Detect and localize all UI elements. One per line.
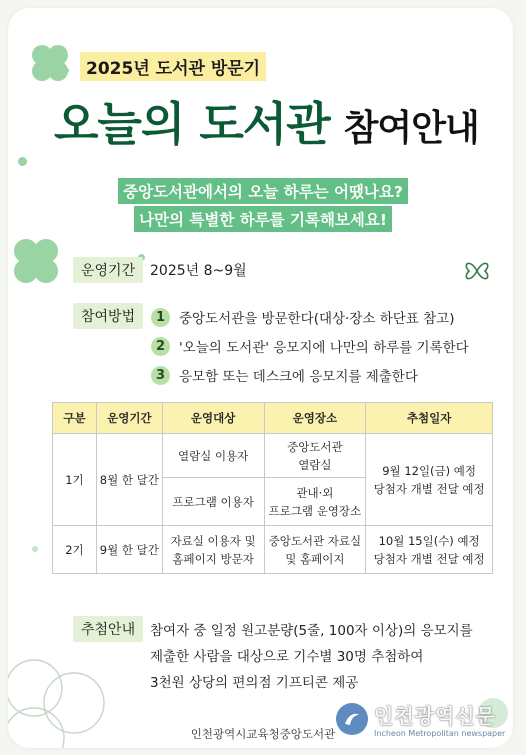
clover-outline-icon bbox=[460, 254, 494, 288]
lottery-label: 추첨안내 bbox=[73, 616, 143, 642]
footer-org: 인천광역시교육청중앙도서관 bbox=[190, 727, 336, 741]
period-value: 2025년 8~9월 bbox=[150, 263, 247, 279]
method-step-3 bbox=[151, 365, 418, 385]
cell-draw-date: 9월 12일(금) 예정 당첨자 개별 전달 예정 bbox=[366, 434, 493, 526]
cell-term: 2기 bbox=[53, 526, 97, 574]
header-period: 운영기간 bbox=[96, 403, 162, 434]
step-number: 1 bbox=[151, 308, 170, 327]
cell-target: 자료실 이용자 및 홈페이지 방문자 bbox=[162, 526, 264, 574]
cell-draw-date: 10월 15일(수) 예정 당첨자 개별 전달 예정 bbox=[366, 526, 493, 574]
table-row bbox=[53, 526, 493, 574]
table-header-row bbox=[53, 403, 493, 434]
decor-dot bbox=[18, 157, 27, 166]
step-number: 3 bbox=[151, 366, 170, 385]
clover-icon bbox=[29, 42, 71, 84]
page-title bbox=[54, 88, 494, 154]
header-target: 운영대상 bbox=[162, 403, 264, 434]
watermark bbox=[336, 700, 505, 738]
cell-target: 열람실 이용자 bbox=[162, 434, 264, 478]
decor-dot bbox=[64, 68, 69, 73]
step-text: 응모함 또는 데스크에 응모지를 제출한다 bbox=[179, 369, 418, 385]
schedule-table bbox=[52, 402, 493, 574]
cell-target: 프로그램 이용자 bbox=[162, 478, 264, 526]
title-sub: 참여안내 bbox=[343, 108, 479, 149]
lottery-line-3: 3천원 상당의 편의점 기프티콘 제공 bbox=[150, 675, 359, 691]
cell-place: 관내·외 프로그램 운영장소 bbox=[264, 478, 366, 526]
decor-dot bbox=[32, 546, 38, 552]
watermark-sub: Incheon Metropolitan newspaper bbox=[374, 729, 506, 738]
title-main: 오늘의 도서관 bbox=[54, 97, 330, 151]
method-step-2 bbox=[151, 336, 469, 356]
watermark-logo-icon bbox=[336, 703, 368, 735]
lottery-line-2: 제출한 사람을 대상으로 기수별 30명 추첨하여 bbox=[150, 649, 424, 665]
cell-place: 중앙도서관 자료실 및 홈페이지 bbox=[264, 526, 366, 574]
header-place: 운영장소 bbox=[264, 403, 366, 434]
step-number: 2 bbox=[151, 337, 170, 356]
intro-line-2: 나만의 특별한 하루를 기록해보세요! bbox=[8, 206, 513, 232]
lottery-line-1: 참여자 중 일정 원고분량(5줄, 100자 이상)의 응모지를 bbox=[150, 623, 473, 639]
method-step-1 bbox=[151, 307, 454, 327]
period-label: 운영기간 bbox=[73, 257, 143, 283]
header-tag: 2025년 도서관 방문기 bbox=[80, 52, 266, 81]
step-text: 중앙도서관을 방문한다(대상·장소 하단표 참고) bbox=[179, 311, 455, 327]
poster-card bbox=[8, 8, 513, 748]
cell-period: 9월 한 달간 bbox=[96, 526, 162, 574]
intro-line-1: 중앙도서관에서의 오늘 하루는 어땠나요? bbox=[8, 178, 513, 204]
cell-term: 1기 bbox=[53, 434, 97, 526]
cell-place: 중앙도서관 열람실 bbox=[264, 434, 366, 478]
clover-icon bbox=[10, 235, 62, 287]
watermark-name: 인천광역신문 bbox=[374, 704, 496, 728]
header-term: 구분 bbox=[53, 403, 97, 434]
cell-period: 8월 한 달간 bbox=[96, 434, 162, 526]
header-draw-date: 추첨일자 bbox=[366, 403, 493, 434]
method-label: 참여방법 bbox=[73, 303, 143, 329]
step-text: '오늘의 도서관' 응모지에 나만의 하루를 기록한다 bbox=[179, 340, 469, 356]
table-row bbox=[53, 434, 493, 478]
